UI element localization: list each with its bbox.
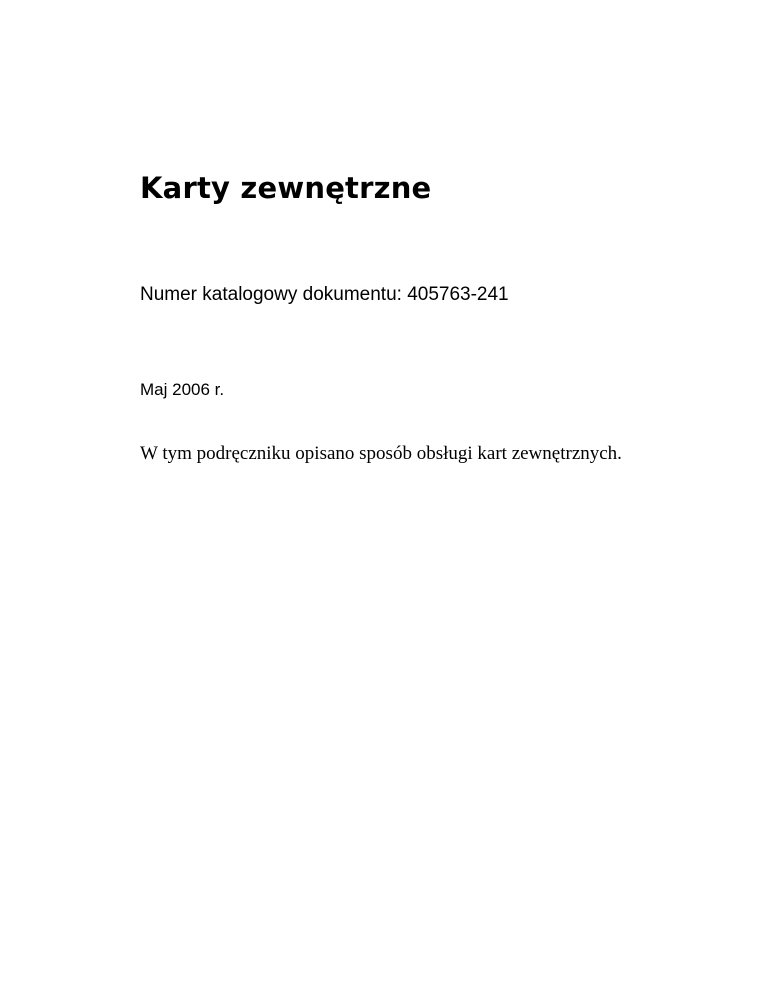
document-date: Maj 2006 r. <box>140 380 225 399</box>
document-description: W tym podręczniku opisano sposób obsługi kart zewnętrznych. <box>140 443 622 464</box>
document-part-number: Numer katalogowy dokumentu: 405763-241 <box>140 284 509 305</box>
document-title: Karty zewnętrzne <box>140 171 432 205</box>
